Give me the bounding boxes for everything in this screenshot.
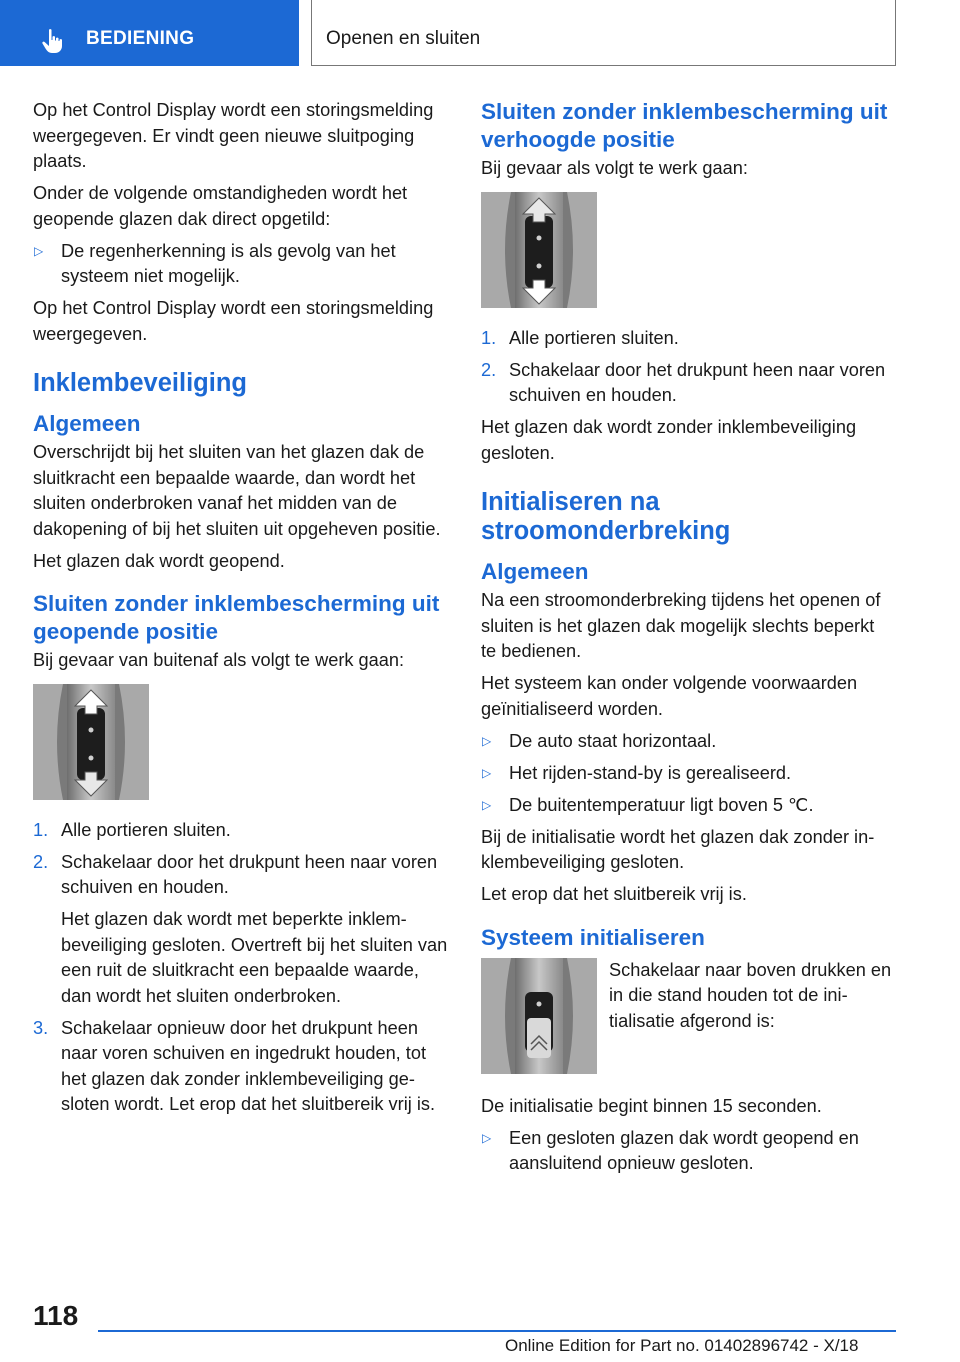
paragraph: Na een stroomonderbreking tijdens het openen of sluiten is het glazen dak mogelijk slechts beperkt te bedienen. bbox=[481, 590, 881, 661]
figure-with-text bbox=[481, 958, 893, 1074]
paragraph: Overschrijdt bij het sluiten van het glazen dak de sluitkracht een bepaalde waarde, dan wordt het sluiten onderbroken vanaf het midden van de dakopening of bij het sluiten uit opgeheven positie. bbox=[33, 442, 441, 539]
bullet-arrow-icon: ▷ bbox=[482, 797, 492, 812]
paragraph: Onder de volgende omstandigheden wordt het geopende glazen dak direct opgetild: bbox=[33, 183, 408, 229]
list-item: 3. Schakelaar opnieuw door het drukpunt heen naar voren schuiven en ingedrukt houden, tot het glazen dak zonder inklembeveiliging gesloten wordt. Let erop dat het sluitbereik vrij is. bbox=[33, 1017, 436, 1114]
list-item: ▷ Het rijden-stand-by is gerealiseerd. bbox=[481, 761, 893, 787]
paragraph: Het systeem kan onder volgende voorwaarden geïnitialiseerd worden. bbox=[481, 673, 858, 719]
heading-sluiten-geopend: Sluiten zonder inklembescherming uit geopende positie bbox=[33, 591, 440, 644]
paragraph: Bij de initialisatie wordt het glazen dak zonder inklembeveiliging gesloten. bbox=[481, 826, 875, 872]
list-item: 1. Alle portieren sluiten. bbox=[481, 327, 679, 348]
paragraph: Op het Control Display wordt een storingsmelding weergegeven. Er vindt geen nieuwe sluitpoging plaats. bbox=[33, 100, 434, 171]
switch-up-illustration bbox=[481, 958, 597, 1074]
section-title: Openen en sluiten bbox=[326, 28, 481, 49]
left-column bbox=[33, 98, 448, 1124]
heading-algemeen: Algemeen bbox=[481, 559, 589, 584]
section-header bbox=[311, 0, 896, 66]
bullet-arrow-icon: ▷ bbox=[482, 1130, 492, 1145]
paragraph: Bij gevaar als volgt te werk gaan: bbox=[481, 158, 748, 178]
paragraph: Het glazen dak wordt geopend. bbox=[33, 550, 285, 571]
list-item: ▷ De auto staat horizontaal. bbox=[481, 729, 893, 755]
list-item: ▷ Een gesloten glazen dak wordt geopend en aansluitend opnieuw gesloten. bbox=[481, 1126, 893, 1177]
switch-image bbox=[481, 958, 597, 1074]
bullet-arrow-icon: ▷ bbox=[482, 765, 492, 780]
hand-pointer-icon bbox=[40, 28, 66, 54]
heading-systeem-initialiseren: Systeem initialiseren bbox=[481, 924, 705, 950]
paragraph: Op het Control Display wordt een storingsmelding weergegeven. bbox=[33, 298, 434, 344]
list-item: 1. Alle portieren sluiten. bbox=[33, 819, 231, 840]
bullet-arrow-icon: ▷ bbox=[34, 243, 44, 258]
paragraph: Het glazen dak wordt zonder inklembeveiliging gesloten. bbox=[481, 417, 857, 463]
list-item: ▷ De buitentemperatuur ligt boven 5 ℃. bbox=[481, 793, 893, 819]
list-item: 2. Schakelaar door het drukpunt heen naar voren schuiven en houden. bbox=[33, 851, 438, 897]
switch-forward-illustration bbox=[481, 192, 597, 308]
heading-inklembeveiliging: Inklembeveiliging bbox=[33, 369, 247, 397]
page-number: 118 bbox=[33, 1300, 79, 1331]
footer-edition: Online Edition for Part no. 01402896742 - X/18 bbox=[505, 1336, 859, 1355]
heading-initialiseren: Initialiseren na stroomonderbreking bbox=[481, 488, 731, 545]
paragraph: De initialisatie begint binnen 15 seconden. bbox=[481, 1095, 822, 1116]
switch-image bbox=[481, 192, 597, 308]
figure-caption: Schakelaar naar boven drukken en in die stand houden tot de initialisatie afgerond is: bbox=[609, 959, 892, 1031]
footer-rule bbox=[98, 1330, 896, 1332]
paragraph: Let erop dat het sluitbereik vrij is. bbox=[481, 884, 747, 904]
chapter-tab[interactable] bbox=[0, 0, 299, 66]
switch-image bbox=[33, 684, 149, 800]
heading-algemeen: Algemeen bbox=[33, 411, 141, 436]
paragraph: Bij gevaar van buitenaf als volgt te werk gaan: bbox=[33, 650, 405, 670]
heading-sluiten-verhoogd: Sluiten zonder inklembescherming uit verhoogde positie bbox=[481, 99, 888, 152]
step-note: Het glazen dak wordt met beperkte inklembeveiliging gesloten. Overtreft bij het sluiten van een ruit de sluitkracht een bepaalde waarde, dan wordt het sluiten onderbroken. bbox=[61, 909, 448, 1006]
list-item: ▷ De regenherkenning is als gevolg van het systeem niet mogelijk. bbox=[33, 239, 448, 290]
chapter-label: BEDIENING bbox=[86, 28, 195, 49]
bullet-arrow-icon: ▷ bbox=[482, 733, 492, 748]
switch-forward-illustration bbox=[33, 684, 149, 800]
list-item: 2. Schakelaar door het drukpunt heen naar voren schuiven en houden. bbox=[481, 359, 886, 405]
right-column bbox=[481, 98, 893, 1183]
